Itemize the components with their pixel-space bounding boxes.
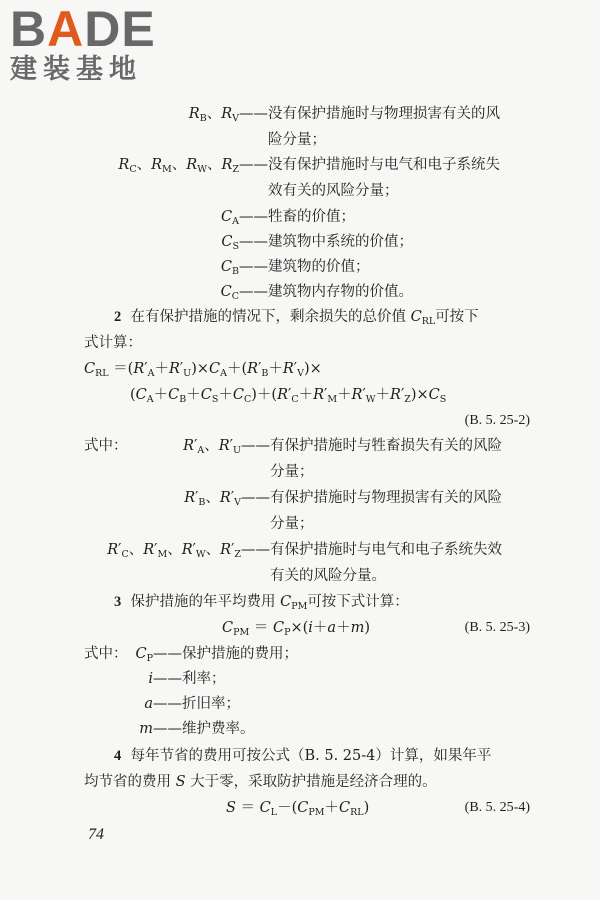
def-symbol: $R_C$、$R_M$、$R_W$、$R_Z——$: [118, 157, 268, 175]
def-symbol: $C_B——$: [220, 259, 268, 277]
equation-4-number: (B. 5. 25-4): [464, 800, 530, 815]
def-symbol: a——: [144, 696, 182, 712]
def-text: 维护费率。: [182, 721, 255, 737]
def-symbol: $R'_A$、$R'_U——$: [183, 438, 270, 456]
def-text-cont: 有关的风险分量。: [270, 568, 386, 584]
def-text: 牲畜的价值；: [268, 209, 355, 225]
equation-2-number: (B. 5. 25-2): [464, 413, 530, 428]
logo-chinese-name: 建装基地: [10, 54, 142, 85]
def-symbol: $R_B$、$R_V——$: [188, 106, 268, 124]
equation-3-number: (B. 5. 25-3): [464, 620, 530, 635]
def-text-cont: 分量；: [270, 516, 314, 532]
def-text: 建筑物的价值；: [268, 259, 370, 275]
logo-letters-b: B: [10, 1, 48, 57]
def-text: 有保护措施时与牲畜损失有关的风险: [270, 438, 502, 454]
item-4-paragraph: 4 每年节省的费用可按公式（B. 5. 25-4）计算，如果年平: [114, 748, 492, 764]
def-symbol: $R'_B$、$R'_V——$: [184, 490, 270, 508]
equation-2-line1: $C_{RL} =(R'_A+R'_U)\times C_A+(R'_B+R'_V)\times$: [84, 361, 322, 379]
def-symbol: $R'_C$、$R'_M$、$R'_W$、$R'_Z——$: [107, 542, 270, 560]
def-text-cont: 效有关的风险分量；: [268, 183, 399, 199]
def-symbol: $C_C——$: [220, 284, 268, 302]
logo-letters-de: DE: [84, 1, 156, 57]
logo-wordmark: [10, 1, 156, 57]
def-text: 建筑物中系统的价值；: [268, 234, 413, 250]
def-symbol: $C_A——$: [221, 209, 268, 227]
def-symbol: $C_P——$: [135, 646, 182, 664]
equation-3: $C_{PM} = C_P\times(i+a+m)$: [222, 620, 370, 638]
def-text: 没有保护措施时与物理损害有关的风: [268, 106, 500, 122]
item-number: 2: [114, 309, 122, 325]
def-text-cont: 分量；: [270, 464, 314, 480]
def-text: 没有保护措施时与电气和电子系统失: [268, 157, 500, 173]
item-2-paragraph-cont: 式计算：: [84, 335, 142, 351]
def-symbol: i——: [148, 671, 182, 687]
item-number: 3: [114, 594, 122, 610]
where-label: 式中：: [84, 646, 128, 662]
item-4-paragraph-cont: 均节省的费用 S 大于零，采取防护措施是经济合理的。: [84, 774, 437, 790]
equation-4: $S = C_L-(C_{PM}+C_{RL})$: [226, 800, 370, 818]
def-symbol: $C_S——$: [221, 234, 268, 252]
def-text-cont: 险分量；: [268, 132, 326, 148]
def-text: 有保护措施时与电气和电子系统失效: [270, 542, 502, 558]
def-text: 建筑物内存物的价值。: [268, 284, 413, 300]
def-text: 折旧率；: [182, 696, 240, 712]
equation-2-line2: $(C_A+C_B+C_S+C_C)+(R'_C+R'_M+R'_W+R'_Z)\times C_S$: [130, 387, 447, 405]
where-label: 式中：: [84, 438, 128, 454]
item-3-paragraph: 3 保护措施的年平均费用 $C_{PM}$可按下式计算：: [114, 594, 409, 612]
brand-logo: [10, 1, 156, 85]
logo-letter-a-accent: A: [47, 1, 85, 57]
def-symbol: m——: [139, 721, 182, 737]
def-text: 有保护措施时与物理损害有关的风险: [270, 490, 502, 506]
page-number: 74: [88, 826, 104, 843]
item-2-paragraph: 2 在有保护措施的情况下，剩余损失的总价值 $C_{RL}$可按下: [114, 309, 479, 327]
item-number: 4: [114, 748, 122, 764]
def-text: 利率；: [182, 671, 226, 687]
def-text: 保护措施的费用；: [182, 646, 298, 662]
